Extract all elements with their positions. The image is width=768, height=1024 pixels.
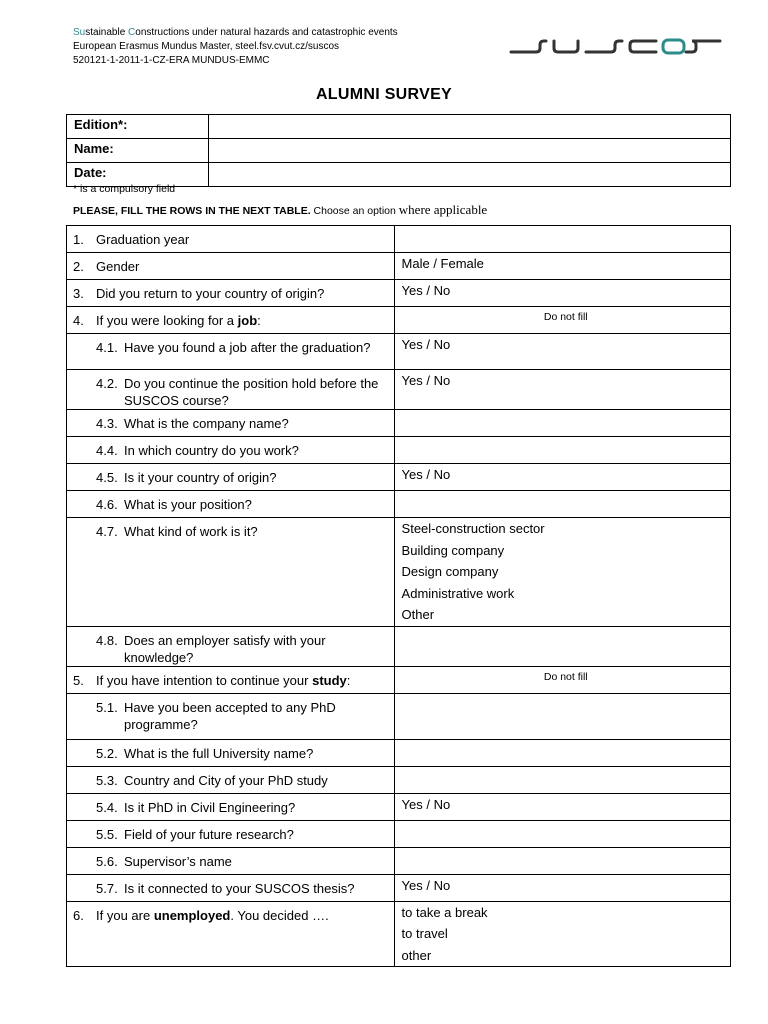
question-number: 2. [73,259,84,274]
question-item [67,875,394,897]
question-item [67,253,394,275]
question-cell [67,693,395,739]
question-text-part: If you are [96,907,154,923]
answer-cell[interactable] [394,334,730,370]
question-text: Is it your country of origin? [124,470,277,485]
answer-option[interactable]: Yes / No [401,283,451,298]
question-text-part: : [257,313,261,328]
question-text: Have you found a job after the graduation? [124,340,371,355]
question-text-emphasis: study [312,672,347,688]
question-number: 4. [73,313,84,328]
answer-cell[interactable] [394,626,730,666]
question-number: 5. [73,672,84,688]
question-item [67,848,394,870]
question-number: 4.3. [96,416,118,431]
question-cell [67,847,395,874]
logo-stroke-s2 [586,41,622,52]
question-text: What is the company name? [124,416,289,431]
question-number: 5.1. [96,699,118,715]
question-cell [67,464,395,491]
date-field[interactable] [209,163,731,187]
answer-cell[interactable] [394,874,730,901]
question-text-emphasis: job [237,313,258,328]
question-text [96,672,394,689]
survey-row [67,766,731,793]
answer-option[interactable]: Yes / No [401,373,451,388]
answer-option[interactable]: Other [401,607,435,622]
answer-cell[interactable] [394,410,730,437]
question-cell [67,901,395,967]
question-text: Field of your future research? [124,826,294,842]
survey-row [67,253,731,280]
question-text-part: If you were looking for a [96,313,238,328]
question-number: 5.7. [96,880,118,896]
question-text-part: : [346,672,351,688]
survey-row [67,739,731,766]
info-label: Date: [67,163,209,187]
suscos-logo [508,36,724,56]
survey-row [67,901,731,967]
question-item [67,410,394,432]
info-table [66,114,731,187]
answer-cell[interactable] [394,820,730,847]
question-cell [67,334,395,370]
question-item [67,491,394,513]
do-not-fill-label: Do not fill [543,670,588,683]
header-line-2: European Erasmus Mundus Master, steel.fsv.cvut.cz/suscos [73,41,340,52]
question-item [67,437,394,459]
instructions: PLEASE, FILL THE ROWS IN THE NEXT TABLE. Choose an option where applicable [73,202,488,217]
question-number: 4.2. [96,376,118,391]
question-cell [67,307,395,334]
answer-option[interactable]: Yes / No [401,877,451,893]
question-number: 4.8. [96,632,118,648]
question-text: Supervisor’s name [124,853,232,869]
survey-body [67,226,731,967]
answer-cell[interactable] [394,464,730,491]
question-number: 4.7. [96,524,118,539]
question-item [67,627,394,666]
question-item [67,226,394,248]
answer-option[interactable]: Building company [401,542,505,558]
survey-row [67,491,731,518]
header-line-1: Sustainable Constructions under natural hazards and catastrophic events [73,27,398,38]
question-number: 6. [73,907,84,923]
question-item [67,334,394,356]
question-text: Have you been accepted to any PhD programme? [124,699,336,732]
survey-row [67,226,731,253]
question-text: Graduation year [96,232,190,247]
question-cell [67,226,395,253]
question-text: Did you return to your country of origin? [96,286,325,301]
info-row-name [67,139,731,163]
survey-row [67,370,731,410]
question-cell [67,491,395,518]
question-cell [67,280,395,307]
survey-row [67,307,731,334]
answer-option[interactable]: to take a break [401,904,488,920]
answer-option[interactable]: to travel [401,926,448,941]
page-title: ALUMNI SURVEY [315,86,453,103]
answer-cell [394,666,730,693]
question-item [67,794,394,816]
question-cell [67,874,395,901]
question-cell [67,739,395,766]
logo-stroke-c [630,41,656,52]
question-item [67,464,394,486]
question-cell [67,370,395,410]
question-item [67,370,394,409]
info-label: Name: [67,139,209,163]
question-text: Do you continue the position hold before the SUSCOS course? [124,376,379,408]
question-cell [67,626,395,666]
answer-option[interactable]: other [401,947,432,963]
question-text: Is it PhD in Civil Engineering? [124,799,296,815]
info-label: Edition*: [67,115,209,139]
question-number: 4.6. [96,497,118,512]
answer-option[interactable]: Yes / No [401,467,451,482]
survey-row [67,793,731,820]
answer-option[interactable]: Yes / No [401,796,451,812]
question-number: 4.5. [96,470,118,485]
answer-option[interactable]: Administrative work [401,585,515,601]
survey-row [67,666,731,693]
question-text: What kind of work is it? [124,524,258,539]
survey-row [67,626,731,666]
edition-field[interactable] [209,115,731,139]
answer-cell[interactable] [394,901,730,967]
answer-cell[interactable] [394,693,730,739]
answer-cell[interactable] [394,847,730,874]
survey-row [67,847,731,874]
survey-table [66,225,731,967]
question-text: Gender [96,259,140,274]
logo-stroke-s1 [511,41,546,52]
question-number: 3. [73,286,84,301]
question-number: 5.6. [96,853,118,869]
do-not-fill-label: Do not fill [543,311,588,323]
document-header [73,26,398,68]
question-cell [67,820,395,847]
logo-stroke-s3 [686,41,720,52]
question-text [96,907,394,924]
survey-row [67,874,731,901]
compulsory-note: * is a compulsory field [73,183,176,195]
question-item [67,740,394,762]
header-line-3: 520121-1-2011-1-CZ-ERA MUNDUS-EMMC [73,55,270,66]
question-cell [67,253,395,280]
answer-cell [394,307,730,334]
name-field[interactable] [209,139,731,163]
answer-option[interactable]: Yes / No [401,337,451,352]
survey-row [67,820,731,847]
survey-row [67,518,731,627]
answer-cell[interactable] [394,280,730,307]
question-item [67,767,394,789]
answer-cell[interactable] [394,226,730,253]
survey-row [67,280,731,307]
question-item [67,280,394,302]
question-item [67,902,394,924]
question-text: In which country do you work? [124,443,299,458]
logo-stroke-u [554,41,578,52]
question-text-part: . You decided …. [230,907,329,923]
answer-cell[interactable] [394,491,730,518]
question-item [67,821,394,843]
answer-cell[interactable] [394,793,730,820]
survey-row [67,693,731,739]
question-item [67,307,394,329]
question-number: 5.3. [96,772,118,788]
answer-cell[interactable] [394,437,730,464]
answer-option[interactable]: Design company [401,564,499,579]
survey-row [67,437,731,464]
answer-option[interactable]: Steel-construction sector [401,521,545,536]
question-number: 4.4. [96,443,118,458]
logo-stroke-o [663,40,684,53]
question-number: 5.2. [96,745,118,761]
survey-row [67,410,731,437]
question-text [96,312,394,329]
question-text-emphasis: unemployed [153,907,231,923]
question-number: 4.1. [96,340,118,355]
question-number: 1. [73,232,84,247]
question-cell [67,766,395,793]
question-item [67,518,394,540]
question-cell [67,518,395,627]
answer-cell[interactable] [394,766,730,793]
question-text-part: If you have intention to continue your [96,672,313,688]
survey-row [67,464,731,491]
question-cell [67,437,395,464]
answer-cell[interactable] [394,518,730,627]
question-cell [67,666,395,693]
question-item [67,694,394,733]
survey-row [67,334,731,370]
question-number: 5.5. [96,826,118,842]
answer-cell[interactable] [394,739,730,766]
question-text: Country and City of your PhD study [124,772,328,788]
question-cell [67,410,395,437]
question-item [67,667,394,689]
question-cell [67,793,395,820]
question-text: What is your position? [124,497,252,512]
question-text: Is it connected to your SUSCOS thesis? [124,880,355,896]
answer-option[interactable]: Male / Female [401,256,484,271]
answer-cell[interactable] [394,253,730,280]
answer-cell[interactable] [394,370,730,410]
question-number: 5.4. [96,799,118,815]
info-row-edition [67,115,731,139]
question-text: What is the full University name? [124,745,314,761]
question-text: Does an employer satisfy with your knowledge? [124,632,326,665]
